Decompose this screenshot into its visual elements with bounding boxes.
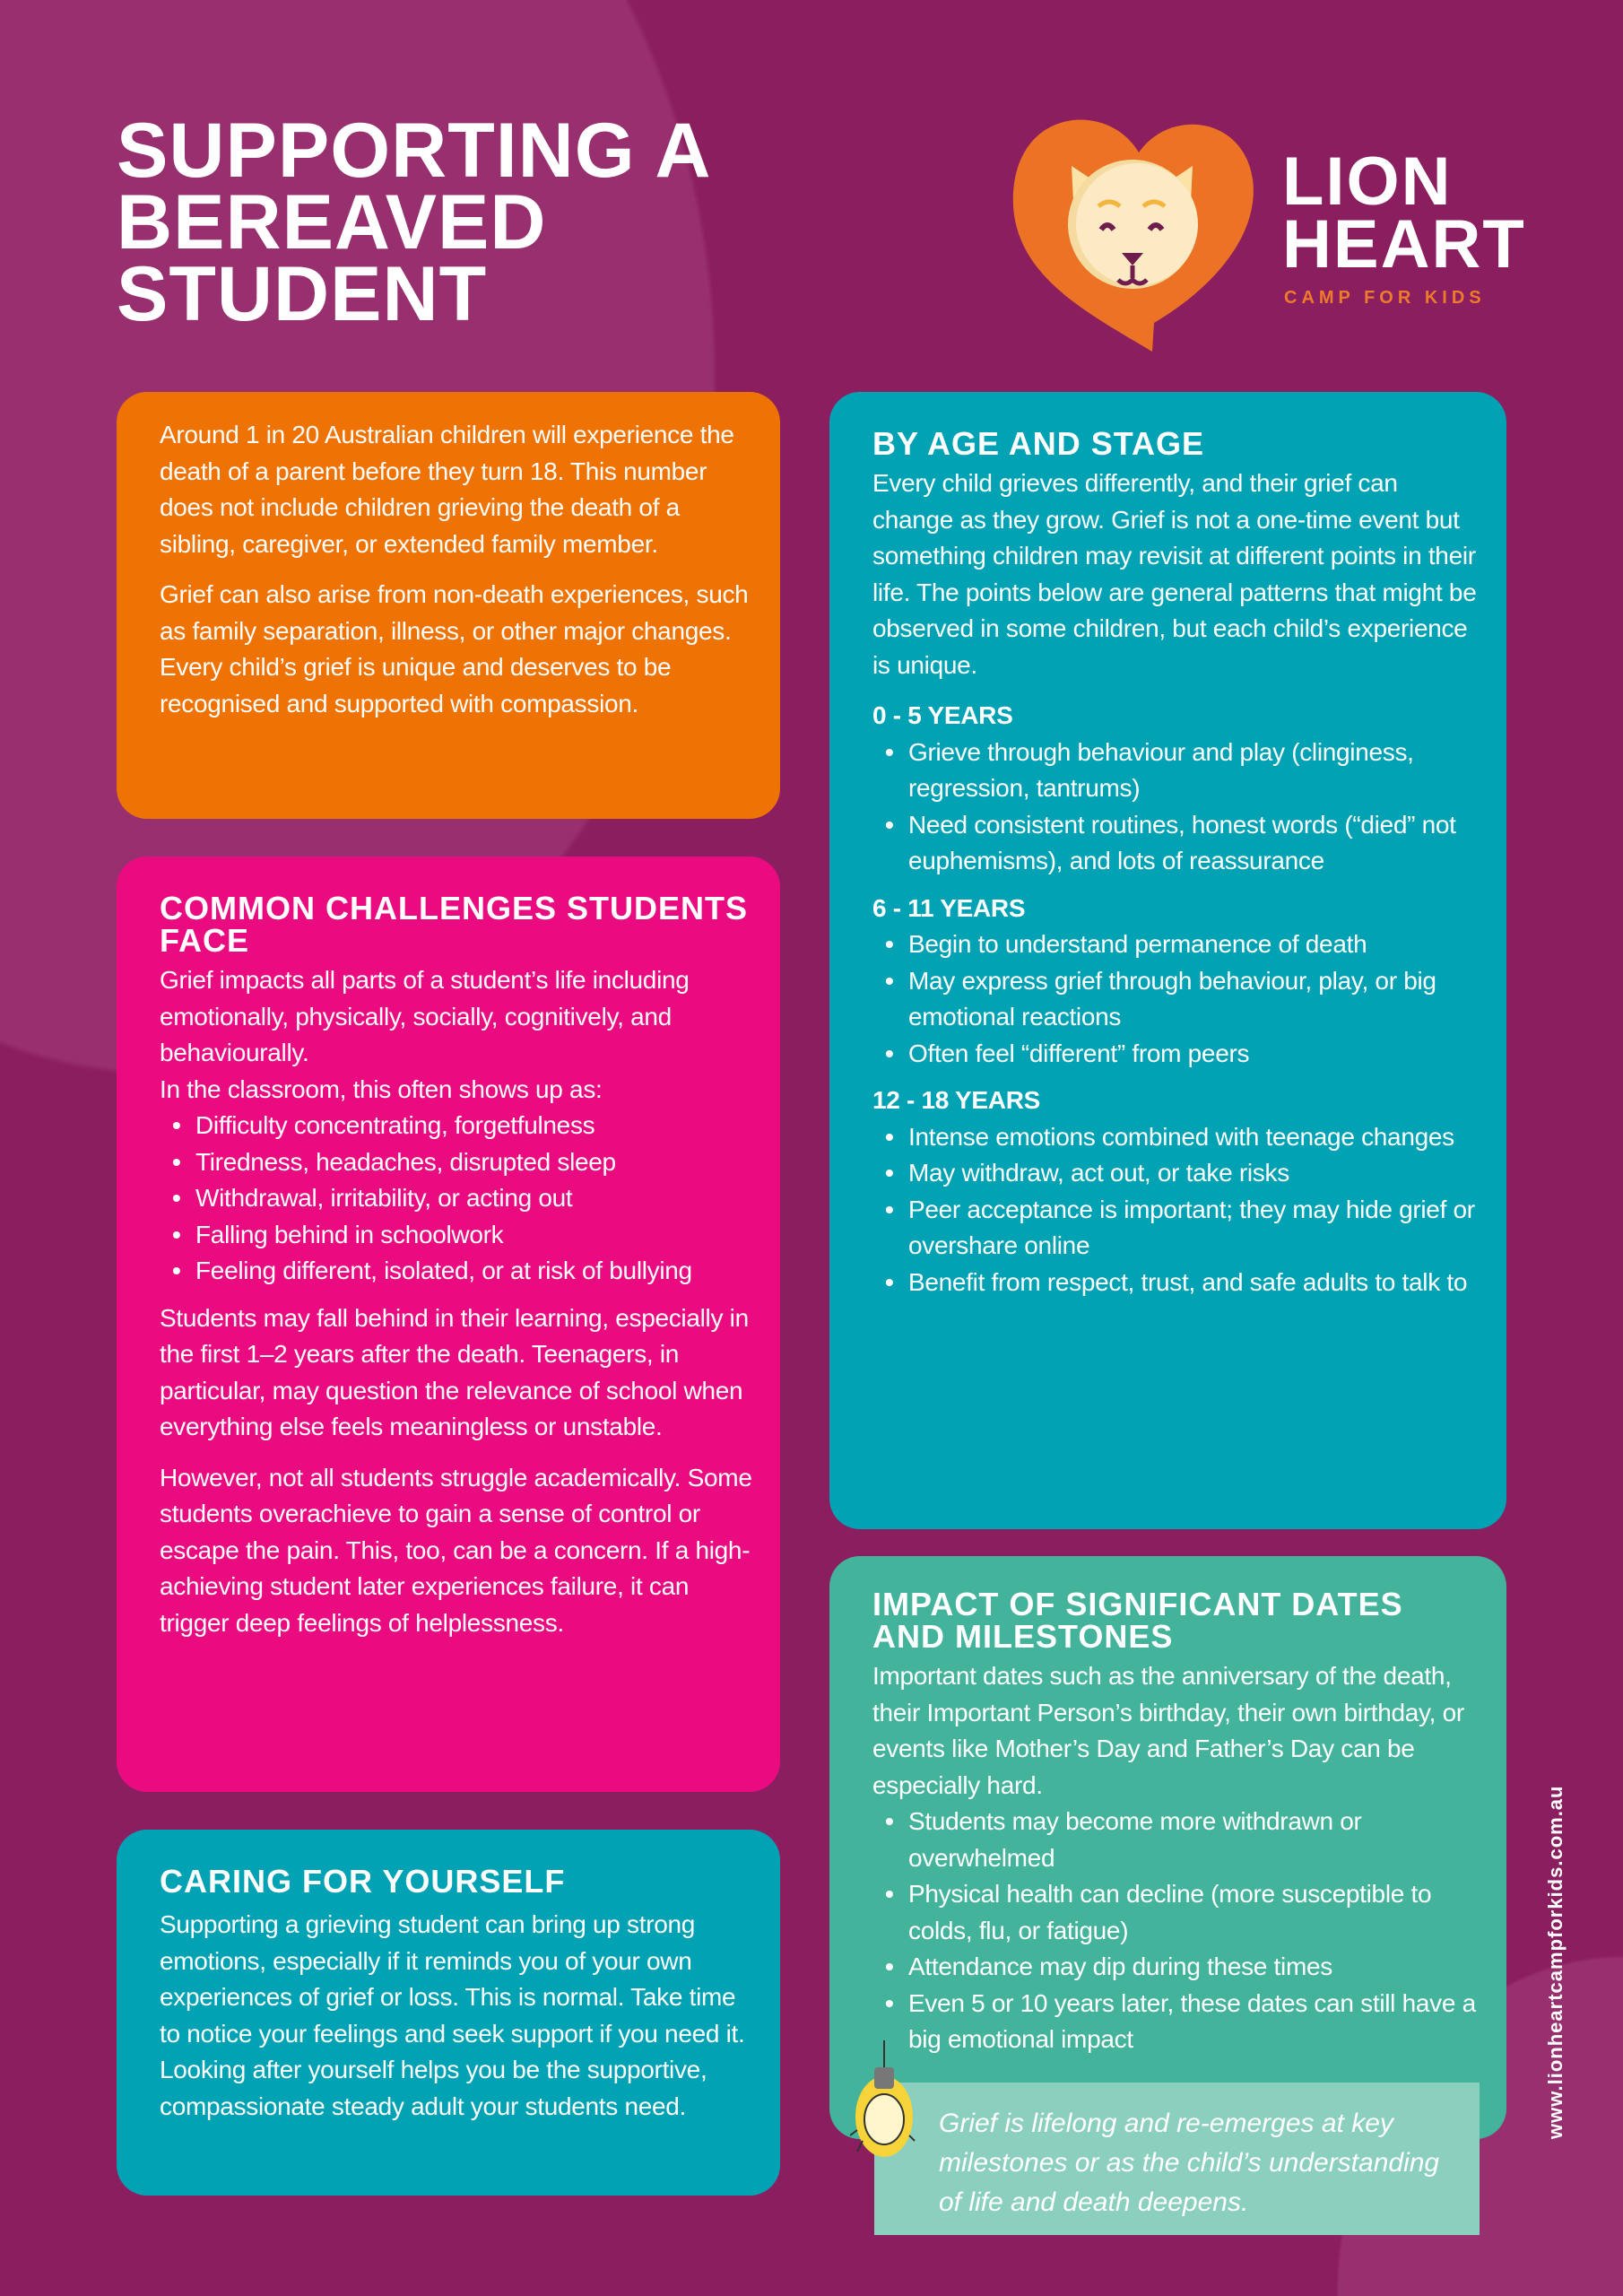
title-line: STUDENT: [117, 251, 488, 337]
section-heading: CARING FOR YOURSELF: [160, 1863, 566, 1900]
dates-list: [872, 1804, 1480, 2058]
list-item: • May withdraw, act out, or take risks: [872, 1155, 1480, 1192]
age-group-label: 0 - 5 YEARS: [872, 701, 1013, 729]
age-group-label: 12 - 18 YEARS: [872, 1086, 1041, 1114]
list-item: • Even 5 or 10 years later, these dates can still have a big emotional impact: [872, 1986, 1480, 2058]
list-item: • Feeling different, isolated, or at risk of bullying: [160, 1253, 753, 1290]
lion-heart-logo: [1009, 99, 1538, 359]
age-stage-card: [829, 392, 1506, 1529]
intro-paragraph: Around 1 in 20 Australian children will experience the death of a parent before they turn 18. This number does not include children grieving the death of a sibling, caregiver, or extended family member.: [160, 421, 734, 558]
page-title: [117, 108, 712, 337]
age-list: [872, 926, 1480, 1072]
list-item: • Students may become more withdrawn or overwhelmed: [872, 1804, 1480, 1876]
section-heading: BY AGE AND STAGE: [872, 425, 1205, 462]
title-line: SUPPORTING A: [117, 108, 712, 194]
list-item: • Difficulty concentrating, forgetfulness: [160, 1108, 753, 1144]
list-item: • May express grief through behaviour, play, or big emotional reactions: [872, 963, 1480, 1036]
callout-text: Grief is lifelong and re-emerges at key milestones or as the child’s understanding of life and death deepens.: [939, 2109, 1440, 2217]
paragraph: Every child grieves differently, and their grief can change as they grow. Grief is not a one-time event but something children may revisit at different points in their life. The points below are general patterns that might be observed in some children, but each child’s experience is unique.: [872, 469, 1477, 679]
age-list: [872, 735, 1480, 880]
list-item: • Intense emotions combined with teenage changes: [872, 1119, 1480, 1156]
list-item: • Grieve through behaviour and play (clinginess, regression, tantrums): [872, 735, 1480, 807]
list-item: • Physical health can decline (more susceptible to colds, flu, or fatigue): [872, 1876, 1480, 1949]
paragraph: In the classroom, this often shows up as:: [160, 1074, 603, 1103]
title-line: BEREAVED: [117, 179, 547, 265]
challenges-list: [160, 1108, 753, 1290]
paragraph: Students may fall behind in their learning, especially in the first 1–2 years after the death. Teenagers, in particular, may question the relevance of school when everything else feels meaningless or unstable.: [160, 1303, 749, 1440]
section-heading: COMMON CHALLENGES STUDENTS FACE: [160, 890, 748, 959]
list-item: • Tiredness, headaches, disrupted sleep: [160, 1144, 753, 1181]
paragraph: Grief impacts all parts of a student’s life including emotionally, physically, socially, cognitively, and behaviourally.: [160, 966, 690, 1066]
list-item: • Attendance may dip during these times: [872, 1949, 1480, 1986]
list-item: • Begin to understand permanence of death: [872, 926, 1480, 963]
paragraph: Important dates such as the anniversary of the death, their Important Person’s birthday, their own birthday, or events like Mother’s Day and Father’s Day can be especially hard.: [872, 1662, 1464, 1799]
intro-paragraph: Grief can also arise from non-death experiences, such as family separation, illness, or other major changes. Every child’s grief is unique and deserves to be recognised and supported with compassion.: [160, 580, 749, 718]
challenges-card: [117, 857, 780, 1792]
list-item: • Often feel “different” from peers: [872, 1036, 1480, 1073]
section-heading: IMPACT OF SIGNIFICANT DATES AND MILESTONES: [872, 1586, 1403, 1655]
paragraph: Supporting a grieving student can bring up strong emotions, especially if it reminds you of your own experiences of grief or loss. This is normal. Take time to notice your feelings and seek support if you need it. Looking after yourself helps you be the supportive, compassionate steady adult your students need.: [160, 1910, 745, 2120]
logo-tagline: CAMP FOR KIDS: [1284, 288, 1486, 308]
lion-heart-icon: [1009, 99, 1269, 359]
paragraph: However, not all students struggle academically. Some students overachieve to gain a sense of control or escape the pain. This, too, can be a concern. If a high-achieving student later experiences failure, it can trigger deep feelings of helplessness.: [160, 1463, 752, 1637]
caring-card: [117, 1830, 780, 2196]
logo-wordmark: LION HEART: [1282, 144, 1526, 283]
website-url: www.lionheartcampforkids.com.au: [1544, 1785, 1567, 2139]
list-item: • Falling behind in schoolwork: [160, 1217, 753, 1254]
age-list: [872, 1119, 1480, 1301]
callout-box: [874, 2083, 1480, 2235]
lightbulb-icon: [850, 2040, 935, 2157]
list-item: • Peer acceptance is important; they may hide grief or overshare online: [872, 1192, 1480, 1265]
list-item: • Withdrawal, irritability, or acting out: [160, 1180, 753, 1217]
list-item: • Benefit from respect, trust, and safe adults to talk to: [872, 1265, 1480, 1301]
intro-card: [117, 392, 780, 819]
age-group-label: 6 - 11 YEARS: [872, 893, 1026, 922]
list-item: • Need consistent routines, honest words (“died” not euphemisms), and lots of reassurance: [872, 807, 1480, 880]
